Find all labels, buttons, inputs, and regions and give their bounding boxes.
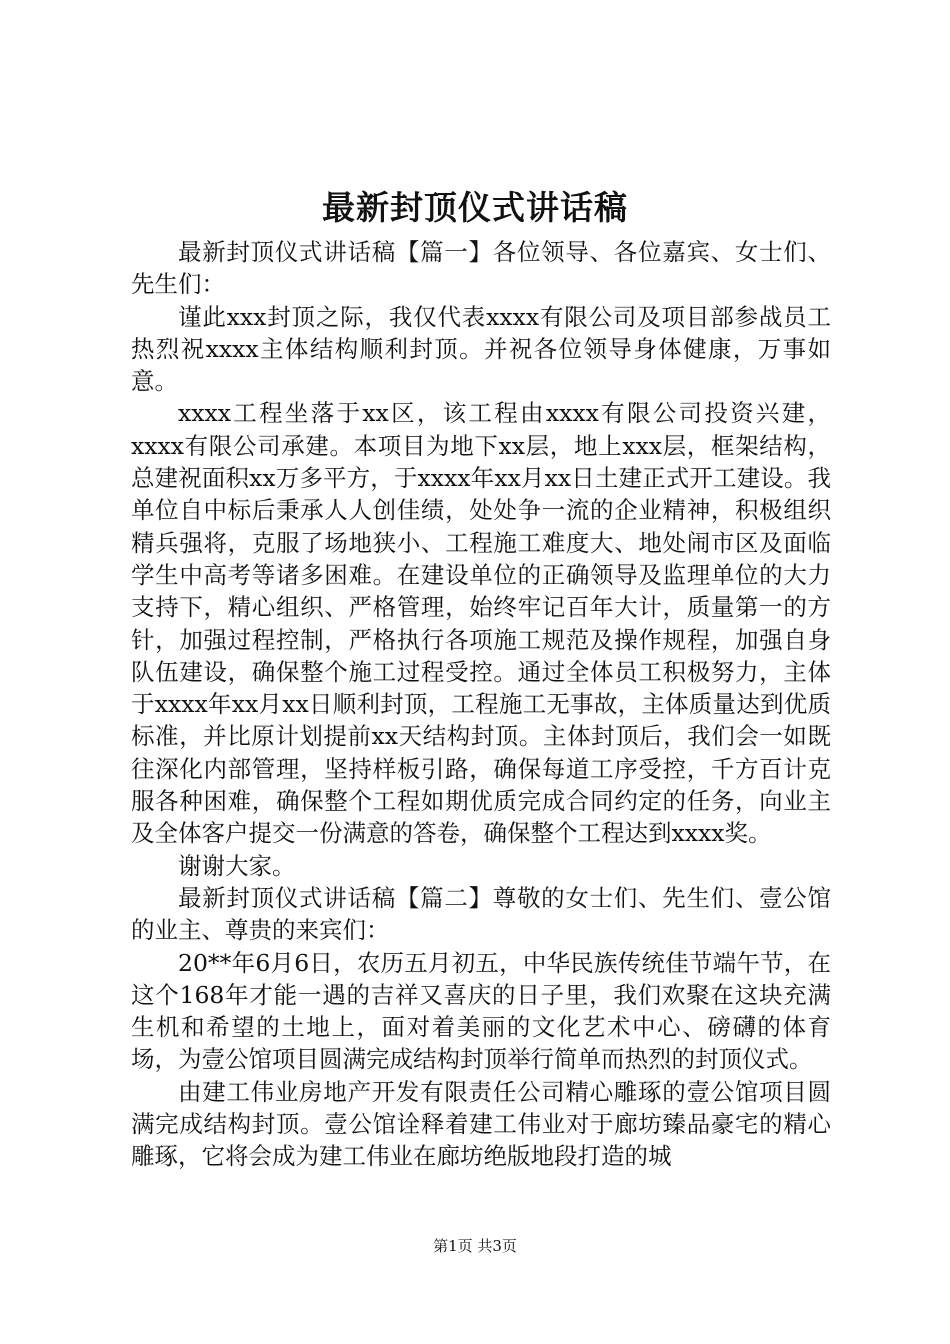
document-body: [131, 236, 831, 1173]
paragraph: 由建工伟业房地产开发有限责任公司精心雕琢的壹公馆项目圆满完成结构封顶。壹公馆诠释着建工伟业对于廊坊臻品豪宅的精心雕琢，它将会成为建工伟业在廊坊绝版地段打造的城: [131, 1077, 831, 1171]
paragraph: 谢谢大家。: [178, 851, 296, 880]
document-title: 最新封顶仪式讲话稿: [322, 188, 628, 227]
page-footer: 第1页 共3页: [433, 1237, 517, 1255]
paragraph: 最新封顶仪式讲话稿【篇二】尊敬的女士们、先生们、壹公馆的业主、尊贵的来宾们：: [131, 883, 831, 945]
paragraph: xxxx工程坐落于xx区，该工程由xxxx有限公司投资兴建，xxxx有限公司承建。本项目为地下xx层，地上xxx层，框架结构，总建祝面积xx万多平方，于xxxx年xx月xx日土建正式开工建设。我单位自中标后秉承人人创佳绩，处处争一流的企业精神，积极组织精兵强将，克服了场地狭小、工程施工难度大、地处闹市区及面临学生中高考等诸多困难。在建设单位的正确领导及监理单位的大力支持下，精心组织、严格管理，始终牢记百年大计，质量第一的方针，加强过程控制，严格执行各项施工规范及操作规程，加强自身队伍建设，确保整个施工过程受控。通过全体员工积极努力，主体于xxxx年xx月xx日顺利封顶，工程施工无事故，主体质量达到优质标准，并比原计划提前xx天结构封顶。主体封顶后，我们会一如既往深化内部管理，坚持样板引路，确保每道工序受控，千方百计克服各种困难，确保整个工程如期优质完成合同约定的任务，向业主及全体客户提交一份满意的答卷，确保整个工程达到xxxx奖。: [131, 399, 831, 848]
paragraph: 最新封顶仪式讲话稿【篇一】各位领导、各位嘉宾、女士们、先生们：: [131, 238, 831, 299]
paragraph: 20**年6月6日，农历五月初五，中华民族传统佳节端午节，在这个168年才能一遇的吉祥又喜庆的日子里，我们欢聚在这块充满生机和希望的土地上，面对着美丽的文化艺术中心、磅礴的体育场，为壹公馆项目圆满完成结构封顶举行简单而热烈的封顶仪式。: [131, 948, 831, 1074]
paragraph: 谨此xxx封顶之际，我仅代表xxxx有限公司及项目部参战员工热烈祝xxxx主体结构顺利封顶。并祝各位领导身体健康，万事如意。: [131, 302, 831, 396]
